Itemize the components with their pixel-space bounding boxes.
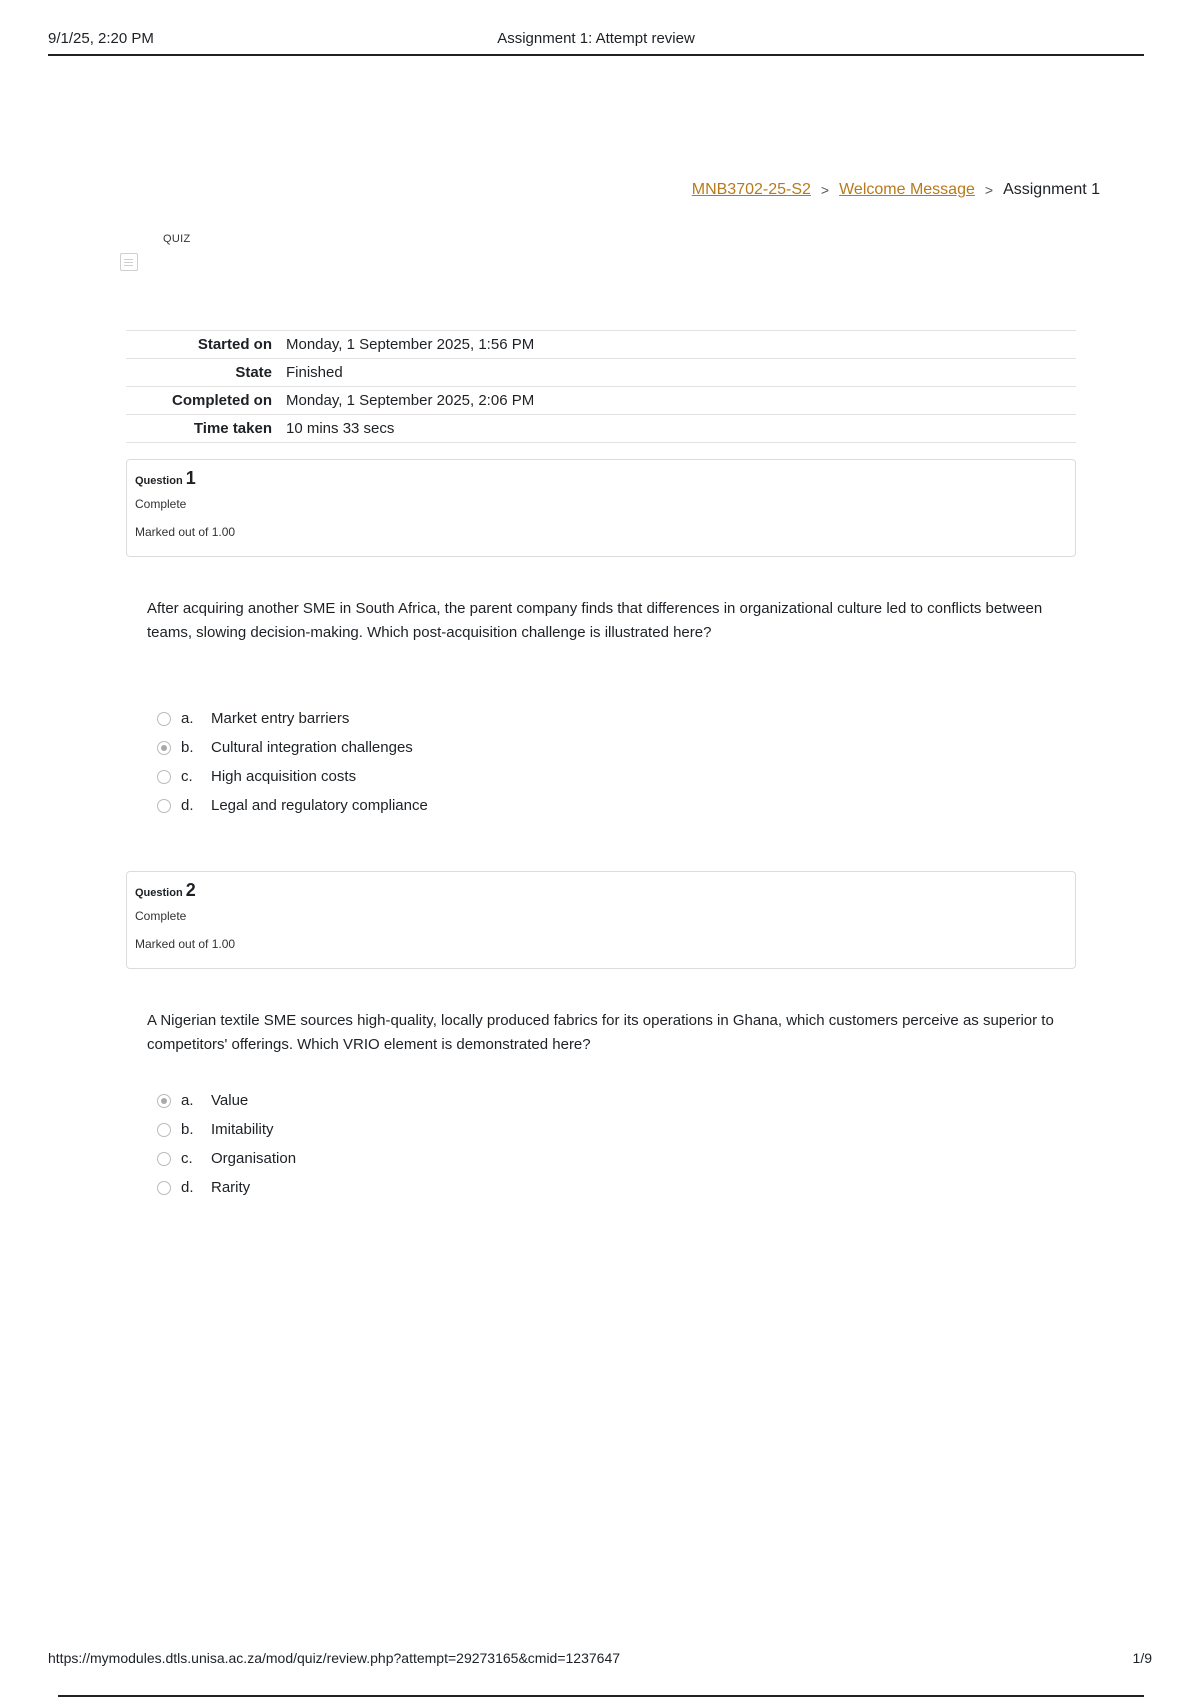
print-url: https://mymodules.dtls.unisa.ac.za/mod/quiz/review.php?attempt=29273165&cmid=1237647 — [48, 1650, 621, 1666]
summary-label: Completed on — [172, 392, 272, 409]
option-letter: c. — [181, 768, 193, 785]
radio-button-checked[interactable] — [157, 741, 171, 755]
radio-button[interactable] — [157, 799, 171, 813]
print-document-title: Assignment 1: Attempt review — [497, 30, 695, 47]
answer-option[interactable] — [157, 704, 428, 733]
option-letter: d. — [181, 797, 194, 814]
question-number-value: 2 — [185, 880, 196, 900]
breadcrumb-current: Assignment 1 — [1003, 181, 1100, 198]
answer-option[interactable] — [157, 1115, 296, 1144]
quiz-icon — [120, 253, 138, 271]
question-label: Question — [135, 887, 183, 899]
option-letter: a. — [181, 710, 194, 727]
question-label: Question — [135, 475, 183, 487]
option-text: Cultural integration challenges — [211, 739, 413, 756]
option-text: Legal and regulatory compliance — [211, 797, 428, 814]
question-state: Complete — [135, 909, 187, 923]
question-number — [135, 468, 1067, 489]
answer-options — [157, 704, 428, 820]
summary-value: Monday, 1 September 2025, 1:56 PM — [286, 336, 535, 353]
radio-button[interactable] — [157, 770, 171, 784]
option-letter: d. — [181, 1179, 194, 1196]
footer-divider — [58, 1695, 1144, 1697]
question-info-box — [126, 871, 1076, 969]
option-text: Market entry barriers — [211, 710, 350, 727]
breadcrumb-section-link[interactable]: Welcome Message — [839, 181, 975, 198]
breadcrumb — [692, 181, 1100, 199]
radio-button[interactable] — [157, 1152, 171, 1166]
answer-option[interactable] — [157, 762, 428, 791]
summary-value: Finished — [286, 364, 343, 381]
answer-option-selected[interactable] — [157, 733, 428, 762]
summary-row-completed — [126, 387, 1076, 415]
question-info-box — [126, 459, 1076, 557]
radio-button[interactable] — [157, 1123, 171, 1137]
option-text: Value — [211, 1092, 249, 1109]
summary-label: Started on — [197, 336, 272, 353]
question-state: Complete — [135, 497, 187, 511]
radio-button-checked[interactable] — [157, 1094, 171, 1108]
radio-button[interactable] — [157, 1181, 171, 1195]
print-date: 9/1/25, 2:20 PM — [48, 30, 154, 47]
answer-options — [157, 1086, 296, 1202]
option-letter: b. — [181, 739, 194, 756]
answer-option[interactable] — [157, 791, 428, 820]
summary-label: Time taken — [193, 420, 272, 437]
option-text: Imitability — [211, 1121, 274, 1138]
activity-type-label: QUIZ — [163, 233, 191, 245]
question-number — [135, 880, 1067, 901]
option-letter: c. — [181, 1150, 193, 1167]
option-letter: b. — [181, 1121, 194, 1138]
summary-row-state — [126, 359, 1076, 387]
summary-value: 10 mins 33 secs — [286, 420, 395, 437]
chevron-right-icon: > — [820, 182, 830, 198]
answer-option[interactable] — [157, 1144, 296, 1173]
breadcrumb-course-link[interactable]: MNB3702-25-S2 — [691, 181, 811, 198]
question-text: After acquiring another SME in South Africa, the parent company finds that differences in organizational culture led to conflicts between teams, slowing decision-making. Which post-acquisition challenge is illustrated here? — [147, 600, 1043, 641]
answer-option-selected[interactable] — [157, 1086, 296, 1115]
summary-row-time-taken — [126, 415, 1076, 443]
chevron-right-icon: > — [984, 182, 994, 198]
question-grade: Marked out of 1.00 — [135, 937, 236, 951]
radio-button[interactable] — [157, 712, 171, 726]
question-text: A Nigerian textile SME sources high-quality, locally produced fabrics for its operations in Ghana, which customers perceive as superior to competitors' offerings. Which VRIO element is demonstrated here? — [147, 1012, 1054, 1053]
question-number-value: 1 — [185, 468, 196, 488]
summary-row-started — [126, 331, 1076, 359]
option-text: High acquisition costs — [211, 768, 357, 785]
option-text: Organisation — [211, 1150, 297, 1167]
option-letter: a. — [181, 1092, 194, 1109]
summary-value: Monday, 1 September 2025, 2:06 PM — [286, 392, 535, 409]
summary-label: State — [235, 364, 272, 381]
question-grade: Marked out of 1.00 — [135, 525, 236, 539]
option-text: Rarity — [211, 1179, 251, 1196]
answer-option[interactable] — [157, 1173, 296, 1202]
attempt-summary-table — [126, 330, 1076, 443]
print-page-number: 1/9 — [1132, 1650, 1152, 1666]
print-header — [48, 30, 1144, 56]
